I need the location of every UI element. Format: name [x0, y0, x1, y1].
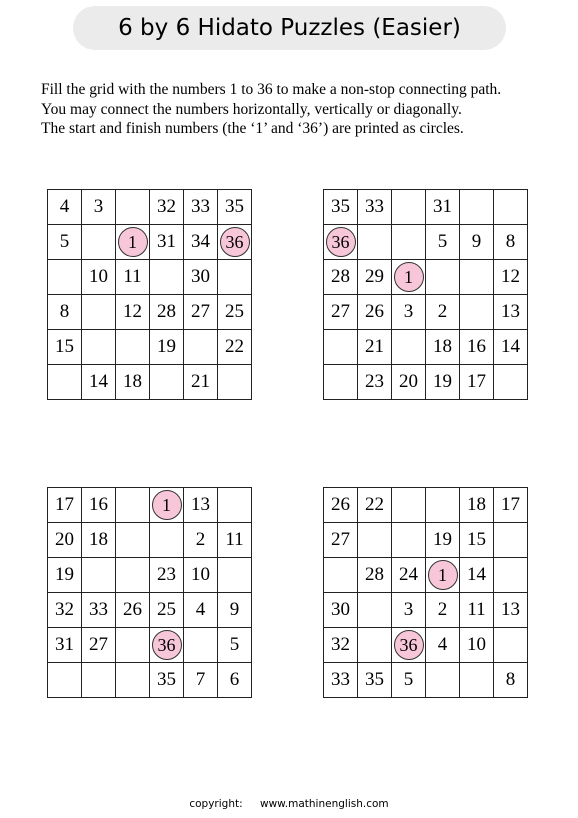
grid-row: [324, 628, 528, 663]
grid-cell: 5: [392, 663, 426, 698]
grid-cell-empty[interactable]: [426, 488, 460, 523]
grid-cell: 3: [392, 593, 426, 628]
grid-cell: 35: [218, 190, 252, 225]
grid-cell: 17: [494, 488, 528, 523]
page-title: 6 by 6 Hidato Puzzles (Easier): [73, 6, 506, 50]
grid-row: [48, 558, 252, 593]
grid-cell: 8: [494, 225, 528, 260]
grid-cell-empty[interactable]: [82, 330, 116, 365]
grid-cell: 13: [494, 295, 528, 330]
grid-cell: 17: [48, 488, 82, 523]
grid-cell: 12: [116, 295, 150, 330]
grid-cell: 20: [48, 523, 82, 558]
grid-cell-empty[interactable]: [324, 365, 358, 400]
grid-cell: 28: [358, 558, 392, 593]
grid-cell-empty[interactable]: [494, 558, 528, 593]
grid-cell-empty[interactable]: [392, 330, 426, 365]
grid-cell-empty[interactable]: [116, 628, 150, 663]
grid-cell: 21: [184, 365, 218, 400]
grid-row: [324, 663, 528, 698]
grid-cell: 27: [184, 295, 218, 330]
grid-cell: 29: [358, 260, 392, 295]
grid-cell: 2: [184, 523, 218, 558]
grid-cell: 32: [324, 628, 358, 663]
grid-cell-empty[interactable]: [392, 488, 426, 523]
grid-cell: 9: [460, 225, 494, 260]
grid-cell-empty[interactable]: [48, 260, 82, 295]
grid-cell: 26: [324, 488, 358, 523]
grid-cell: 10: [184, 558, 218, 593]
grid-cell-empty[interactable]: [358, 225, 392, 260]
grid-cell-empty[interactable]: [494, 523, 528, 558]
grid-cell-empty[interactable]: [358, 593, 392, 628]
grid-cell-empty[interactable]: [426, 260, 460, 295]
grid-cell: 18: [116, 365, 150, 400]
grid-cell: 4: [48, 190, 82, 225]
puzzle-grid-3: [47, 487, 252, 698]
instruction-line: The start and finish numbers (the ‘1’ and ‘36’) are printed as circles.: [41, 120, 464, 137]
grid-cell: 26: [358, 295, 392, 330]
grid-row: [324, 330, 528, 365]
grid-cell: 6: [218, 663, 252, 698]
grid-cell: 13: [494, 593, 528, 628]
grid-cell-empty[interactable]: [116, 663, 150, 698]
grid-cell: 31: [150, 225, 184, 260]
grid-row: [48, 663, 252, 698]
footer: [0, 798, 578, 810]
grid-cell-empty[interactable]: [324, 330, 358, 365]
grid-cell: 15: [48, 330, 82, 365]
grid-cell: [324, 225, 358, 260]
circled-number: 36: [326, 227, 356, 257]
grid-cell: [116, 225, 150, 260]
grid-row: [324, 365, 528, 400]
puzzle-grid-4: [323, 487, 528, 698]
grid-cell: 11: [116, 260, 150, 295]
grid-cell: 8: [494, 663, 528, 698]
grid-row: [48, 365, 252, 400]
circled-number: 1: [152, 490, 182, 520]
grid-cell: 20: [392, 365, 426, 400]
grid-cell: 28: [150, 295, 184, 330]
grid-cell: 25: [150, 593, 184, 628]
grid-row: [324, 225, 528, 260]
grid-row: [48, 190, 252, 225]
grid-cell: 5: [218, 628, 252, 663]
grid-cell-empty[interactable]: [218, 365, 252, 400]
circled-number: 36: [394, 630, 424, 660]
grid-row: [324, 523, 528, 558]
grid-cell-empty[interactable]: [116, 558, 150, 593]
grid-cell: 19: [426, 523, 460, 558]
grid-cell: 4: [426, 628, 460, 663]
grid-cell: 32: [48, 593, 82, 628]
grid-cell: 34: [184, 225, 218, 260]
puzzle-grid-1: [47, 189, 252, 400]
grid-cell: 14: [494, 330, 528, 365]
grid-cell: 28: [324, 260, 358, 295]
grid-row: [48, 260, 252, 295]
grid-cell-empty[interactable]: [392, 190, 426, 225]
grid-cell: 4: [184, 593, 218, 628]
grid-cell-empty[interactable]: [426, 663, 460, 698]
grid-cell-empty[interactable]: [494, 628, 528, 663]
grid-cell-empty[interactable]: [116, 190, 150, 225]
grid-cell-empty[interactable]: [494, 365, 528, 400]
grid-cell-empty[interactable]: [358, 628, 392, 663]
grid-cell-empty[interactable]: [218, 488, 252, 523]
grid-cell: 30: [184, 260, 218, 295]
copyright-site: www.mathinenglish.com: [259, 798, 389, 810]
grid-cell: 33: [184, 190, 218, 225]
grid-cell: 14: [82, 365, 116, 400]
circled-number: 1: [428, 560, 458, 590]
grid-cell-empty[interactable]: [48, 663, 82, 698]
grid-row: [48, 330, 252, 365]
grid-cell: [426, 558, 460, 593]
grid-cell: 10: [82, 260, 116, 295]
grid-cell: 8: [48, 295, 82, 330]
grid-cell-empty[interactable]: [494, 190, 528, 225]
grid-cell: 27: [324, 523, 358, 558]
grid-cell: 18: [82, 523, 116, 558]
instructions: [41, 80, 561, 139]
grid-cell: 26: [116, 593, 150, 628]
grid-cell-empty[interactable]: [460, 295, 494, 330]
grid-cell: 27: [324, 295, 358, 330]
grid-cell: 35: [324, 190, 358, 225]
grid-cell: 21: [358, 330, 392, 365]
grid-cell: 23: [358, 365, 392, 400]
grid-cell: 19: [426, 365, 460, 400]
grid-cell: 11: [460, 593, 494, 628]
grid-cell: 5: [48, 225, 82, 260]
grid-cell: 19: [48, 558, 82, 593]
grid-cell: 11: [218, 523, 252, 558]
instruction-line: Fill the grid with the numbers 1 to 36 to make a non-stop connecting path.: [41, 81, 502, 98]
grid-cell: 33: [324, 663, 358, 698]
grid-row: [324, 190, 528, 225]
grid-row: [48, 488, 252, 523]
grid-row: [324, 558, 528, 593]
grid-cell: 22: [358, 488, 392, 523]
grid-cell-empty[interactable]: [82, 558, 116, 593]
grid-cell-empty[interactable]: [392, 225, 426, 260]
grid-row: [324, 593, 528, 628]
grid-row: [48, 628, 252, 663]
grid-cell: 10: [460, 628, 494, 663]
grid-cell-empty[interactable]: [82, 225, 116, 260]
grid-cell: 12: [494, 260, 528, 295]
grid-cell: [150, 628, 184, 663]
grid-cell-empty[interactable]: [116, 523, 150, 558]
grid-cell: 33: [82, 593, 116, 628]
grid-cell: 14: [460, 558, 494, 593]
grid-cell-empty[interactable]: [460, 190, 494, 225]
grid-cell: 16: [460, 330, 494, 365]
grid-cell-empty[interactable]: [82, 295, 116, 330]
grid-cell: 3: [82, 190, 116, 225]
grid-cell: 27: [82, 628, 116, 663]
grid-cell-empty[interactable]: [358, 523, 392, 558]
instruction-line: You may connect the numbers horizontally, vertically or diagonally.: [41, 100, 462, 118]
grid-cell-empty[interactable]: [82, 663, 116, 698]
grid-cell: 7: [184, 663, 218, 698]
grid-cell-empty[interactable]: [218, 260, 252, 295]
grid-cell-empty[interactable]: [150, 365, 184, 400]
grid-cell-empty[interactable]: [392, 523, 426, 558]
grid-cell-empty[interactable]: [150, 523, 184, 558]
grid-cell-empty[interactable]: [48, 365, 82, 400]
grid-cell: 24: [392, 558, 426, 593]
copyright-label: copyright:: [189, 798, 243, 810]
circled-number: 1: [118, 227, 148, 257]
grid-cell: 15: [460, 523, 494, 558]
grid-cell: 35: [358, 663, 392, 698]
grid-row: [324, 260, 528, 295]
grid-cell: 2: [426, 295, 460, 330]
grid-cell: 18: [460, 488, 494, 523]
grid-cell: 31: [426, 190, 460, 225]
grid-cell-empty[interactable]: [116, 488, 150, 523]
grid-cell: 9: [218, 593, 252, 628]
grid-cell: 3: [392, 295, 426, 330]
grid-cell: 19: [150, 330, 184, 365]
grid-row: [48, 225, 252, 260]
grid-row: [324, 295, 528, 330]
grid-cell: 30: [324, 593, 358, 628]
grid-cell-empty[interactable]: [324, 558, 358, 593]
grid-cell: [150, 488, 184, 523]
grid-cell: 25: [218, 295, 252, 330]
circled-number: 36: [152, 630, 182, 660]
grid-row: [48, 295, 252, 330]
grid-cell-empty[interactable]: [460, 663, 494, 698]
grid-cell: 22: [218, 330, 252, 365]
grid-cell-empty[interactable]: [218, 558, 252, 593]
grid-cell: 5: [426, 225, 460, 260]
grid-cell-empty[interactable]: [150, 260, 184, 295]
grid-cell: 23: [150, 558, 184, 593]
grid-cell: 16: [82, 488, 116, 523]
grid-cell: 32: [150, 190, 184, 225]
circled-number: 1: [394, 262, 424, 292]
puzzle-grid-2: [323, 189, 528, 400]
grid-cell: [218, 225, 252, 260]
grid-cell: 17: [460, 365, 494, 400]
grid-cell: [392, 628, 426, 663]
grid-row: [48, 523, 252, 558]
grid-row: [48, 593, 252, 628]
grid-row: [324, 488, 528, 523]
grid-cell: 18: [426, 330, 460, 365]
grid-cell: 31: [48, 628, 82, 663]
grid-cell-empty[interactable]: [184, 628, 218, 663]
grid-cell: 33: [358, 190, 392, 225]
grid-cell: 35: [150, 663, 184, 698]
grid-cell-empty[interactable]: [460, 260, 494, 295]
grid-cell-empty[interactable]: [116, 330, 150, 365]
grid-cell-empty[interactable]: [184, 330, 218, 365]
grid-cell: 2: [426, 593, 460, 628]
grid-cell: 13: [184, 488, 218, 523]
grid-cell: [392, 260, 426, 295]
circled-number: 36: [220, 227, 250, 257]
